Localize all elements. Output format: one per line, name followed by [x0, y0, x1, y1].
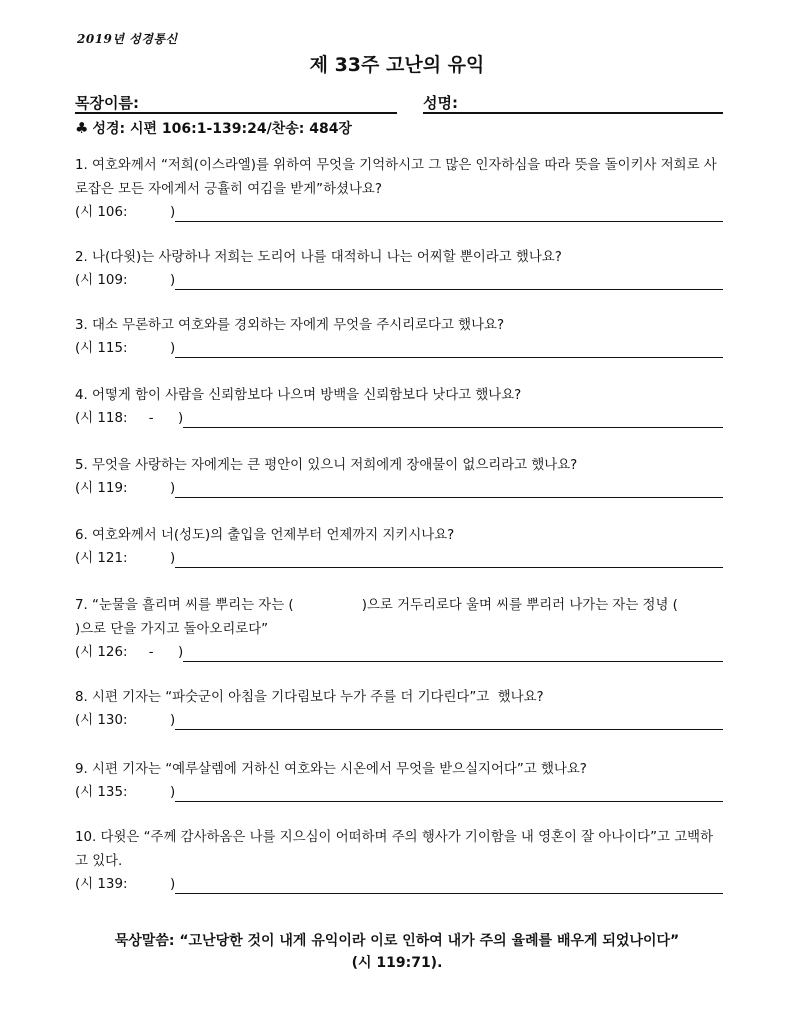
question-9	[75, 758, 723, 804]
question-text: 2. 나(다윗)는 사랑하나 저희는 도리어 나를 대적하니 나는 어찌할 뿐이라고 했나요?	[75, 250, 562, 265]
question-text: 3. 대소 무론하고 여호와를 경외하는 자에게 무엇을 주시리로다고 했나요?	[75, 318, 505, 333]
answer-line[interactable]	[175, 567, 723, 568]
verse-ref: (시 115:	[75, 341, 128, 356]
header-year-label: 2019년 성경통신	[77, 32, 178, 46]
paren: )	[170, 481, 176, 496]
answer-line[interactable]	[175, 497, 723, 498]
question-7	[75, 594, 746, 664]
bible-info	[75, 118, 352, 138]
answer-row	[75, 710, 723, 732]
name-line[interactable]	[423, 112, 723, 114]
question-text: 8. 시편 기자는 “파숫군이 아침을 기다림보다 누가 주를 더 기다린다”고 했나요?	[75, 690, 544, 705]
verse-ref: (시 139:	[75, 877, 128, 892]
question-text: 6. 여호와께서 너(성도)의 출입을 언제부터 언제까지 지키시나요?	[75, 528, 455, 543]
answer-line[interactable]	[175, 357, 723, 358]
verse-ref: (시 118: -	[75, 411, 154, 426]
answer-row	[75, 642, 723, 664]
paren: )	[170, 551, 176, 566]
answer-line[interactable]	[183, 661, 723, 662]
paren: )	[170, 785, 176, 800]
page-title: 제 33주 고난의 유익	[309, 54, 485, 76]
answer-line[interactable]	[175, 801, 723, 802]
question-text: 9. 시편 기자는 “예루살렘에 거하신 여호와는 시온에서 무엇을 받으실지어다”고 했나요?	[75, 762, 587, 777]
paren: )	[178, 645, 184, 660]
verse-ref: (시 130:	[75, 713, 128, 728]
bible-text: 성경: 시편 106:1-139:24/찬송: 484장	[92, 121, 352, 137]
paren: )	[170, 341, 176, 356]
club-icon: ♣	[75, 119, 89, 137]
question-text: 1. 여호와께서 “저희(이스라엘)를 위하여 무엇을 기억하시고 그 많은 인자하심을 따라 뜻을 돌이키사 저희로 사로잡은 모든 자에게서 긍휼히 여김을 받게”하셨나요?	[75, 158, 717, 197]
question-2	[75, 246, 723, 292]
question-4	[75, 384, 723, 430]
answer-line[interactable]	[175, 893, 723, 894]
answer-row	[75, 874, 723, 896]
answer-row	[75, 270, 723, 292]
question-text: 10. 다윗은 “주께 감사하옴은 나를 지으심이 어떠하며 주의 행사가 기이함을 내 영혼이 잘 아나이다”고 고백하고 있다.	[75, 830, 714, 869]
verse-ref: (시 119:	[75, 481, 128, 496]
question-1	[75, 154, 723, 224]
question-8	[75, 686, 723, 732]
answer-row	[75, 408, 723, 430]
answer-line[interactable]	[175, 221, 723, 222]
answer-line[interactable]	[175, 289, 723, 290]
verse-ref: (시 135:	[75, 785, 128, 800]
meditation-verse	[60, 930, 734, 974]
pastor-name-line[interactable]	[75, 112, 397, 114]
meditation-ref: (시 119:71).	[351, 955, 443, 971]
name-label: 성명:	[423, 94, 458, 112]
question-5	[75, 454, 723, 500]
verse-ref: (시 121:	[75, 551, 128, 566]
answer-row	[75, 478, 723, 500]
answer-line[interactable]	[183, 427, 723, 428]
paren: )	[178, 411, 184, 426]
question-text: 7. “눈물을 흘리며 씨를 뿌리는 자는 ( )으로 거두리로다 울며 씨를 뿌리러 나가는 자는 정녕 ( )으로 단을 가지고 돌아오리로다”	[75, 598, 746, 637]
pastor-label: 목장이름:	[75, 94, 139, 112]
answer-row	[75, 782, 723, 804]
answer-row	[75, 338, 723, 360]
paren: )	[170, 713, 176, 728]
paren: )	[170, 205, 176, 220]
verse-ref: (시 109:	[75, 273, 128, 288]
answer-row	[75, 202, 723, 224]
verse-ref: (시 106:	[75, 205, 128, 220]
question-10	[75, 826, 723, 896]
verse-ref: (시 126: -	[75, 645, 154, 660]
question-text: 4. 어떻게 함이 사람을 신뢰함보다 나으며 방백을 신뢰함보다 낫다고 했나요?	[75, 388, 522, 403]
question-text: 5. 무엇을 사랑하는 자에게는 큰 평안이 있으니 저희에게 장애물이 없으리라고 했나요?	[75, 458, 578, 473]
answer-row	[75, 548, 723, 570]
paren: )	[170, 273, 176, 288]
question-3	[75, 314, 723, 360]
paren: )	[170, 877, 176, 892]
name-row	[75, 92, 723, 114]
question-6	[75, 524, 723, 570]
meditation-text: 묵상말씀: “고난당한 것이 내게 유익이라 이로 인하여 내가 주의 율례를 배우게 되었나이다”	[114, 933, 680, 949]
answer-line[interactable]	[175, 729, 723, 730]
